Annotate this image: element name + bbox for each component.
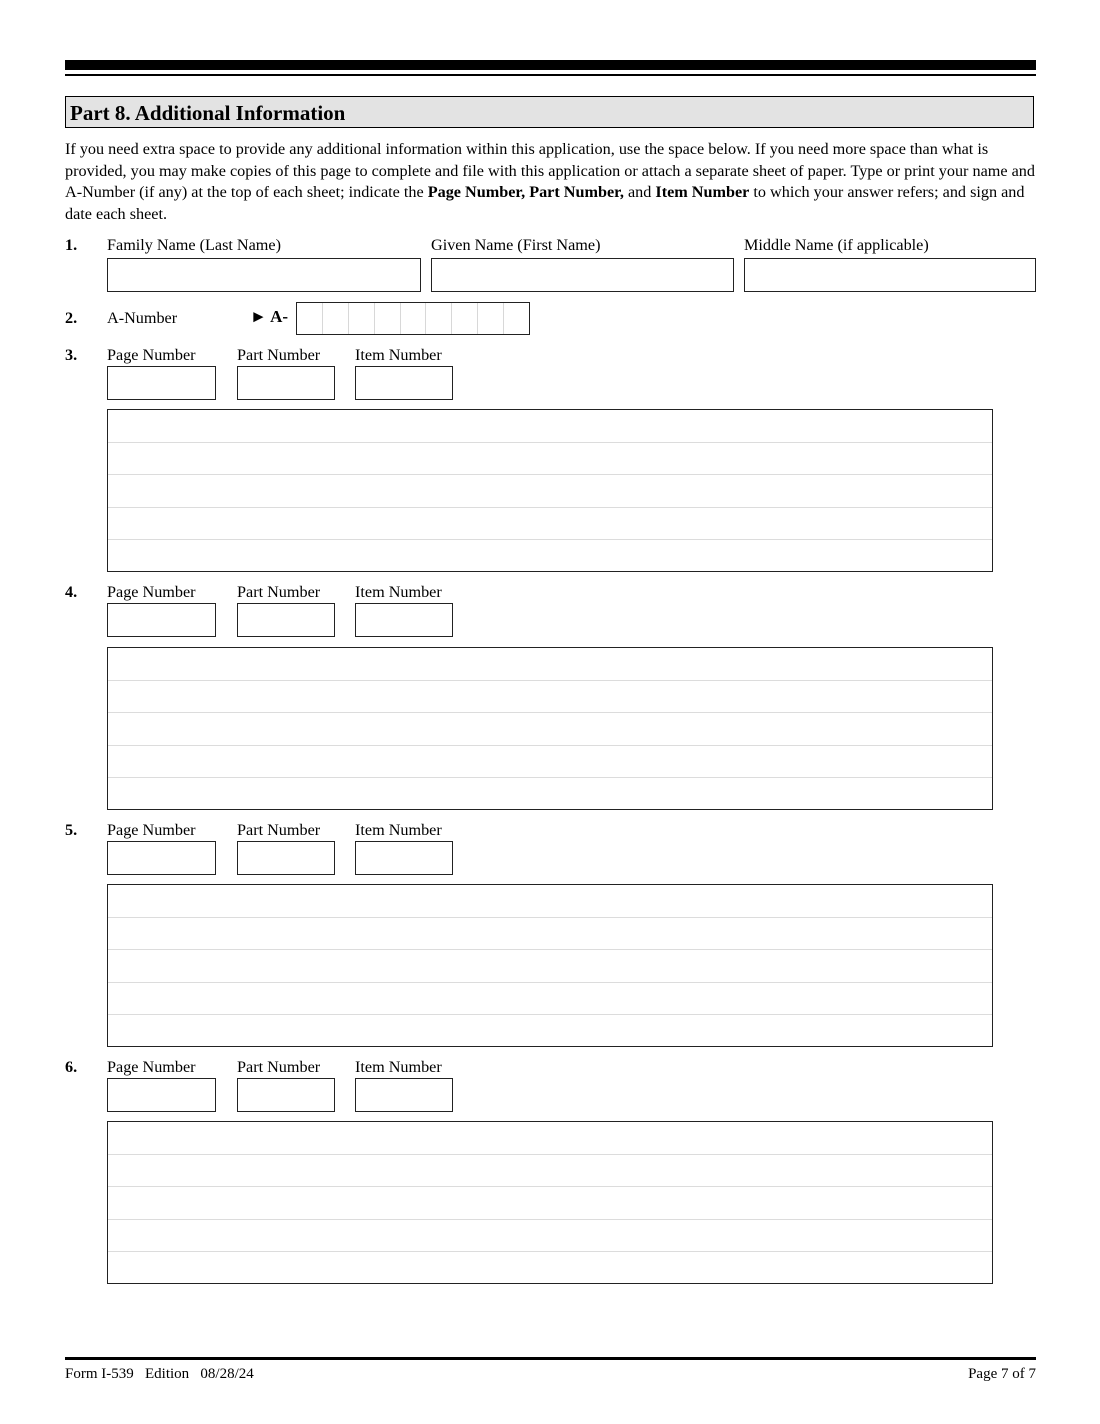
additional-info-textarea[interactable] bbox=[107, 884, 993, 1047]
part-number-label: Part Number bbox=[237, 1058, 321, 1076]
a-number-cell bbox=[504, 303, 529, 334]
item-number-field[interactable] bbox=[355, 603, 453, 637]
part-number-field[interactable] bbox=[237, 1078, 335, 1112]
page-number-field[interactable] bbox=[107, 841, 216, 875]
ruled-line bbox=[108, 1014, 992, 1015]
a-number-prefix: ► A- bbox=[250, 307, 289, 326]
page-number-field[interactable] bbox=[107, 603, 216, 637]
additional-info-textarea[interactable] bbox=[107, 409, 993, 572]
part-number-field[interactable] bbox=[237, 603, 335, 637]
part-number-label: Part Number bbox=[237, 346, 321, 364]
family-name-field[interactable] bbox=[107, 258, 421, 292]
page-number-label: Page Number bbox=[107, 1058, 196, 1076]
additional-info-textarea[interactable] bbox=[107, 1121, 993, 1284]
ruled-line bbox=[108, 474, 992, 475]
a-number-cell bbox=[375, 303, 401, 334]
top-rule-thick bbox=[65, 60, 1036, 70]
given-name-label: Given Name (First Name) bbox=[431, 236, 601, 254]
part-8-header: Part 8. Additional Information bbox=[65, 96, 1034, 128]
family-name-label: Family Name (Last Name) bbox=[107, 236, 281, 254]
item-number-label: Item Number bbox=[355, 583, 442, 601]
part-number-label: Part Number bbox=[237, 821, 321, 839]
ruled-line bbox=[108, 777, 992, 778]
ruled-line bbox=[108, 1251, 992, 1252]
part-number-field[interactable] bbox=[237, 366, 335, 400]
page-number-label: Page Number bbox=[107, 821, 196, 839]
a-number-cell bbox=[297, 303, 323, 334]
footer-rule bbox=[65, 1357, 1036, 1360]
ruled-line bbox=[108, 1219, 992, 1220]
instructions-and: and bbox=[623, 183, 656, 201]
ruled-line bbox=[108, 507, 992, 508]
ruled-line bbox=[108, 917, 992, 918]
item-6-number: 6. bbox=[65, 1058, 78, 1076]
ruled-line bbox=[108, 745, 992, 746]
item-number-label: Item Number bbox=[355, 1058, 442, 1076]
top-rule-thin bbox=[65, 74, 1036, 76]
part-number-field[interactable] bbox=[237, 841, 335, 875]
a-number-cell bbox=[478, 303, 504, 334]
a-number-label: A-Number bbox=[107, 309, 178, 327]
form-edition: Form I-539 Edition 08/28/24 bbox=[65, 1366, 254, 1382]
part-number-label: Part Number bbox=[237, 583, 321, 601]
item-number-label: Item Number bbox=[355, 821, 442, 839]
ruled-line bbox=[108, 1154, 992, 1155]
page-number-label: Page Number bbox=[107, 346, 196, 364]
ruled-line bbox=[108, 1186, 992, 1187]
item-number-field[interactable] bbox=[355, 841, 453, 875]
middle-name-field[interactable] bbox=[744, 258, 1036, 292]
instructions-text-a: If you need extra space to provide any additional information within this application, use the space below. If you need more space than what is provided, you may make copies of this page to complete and file with this application or attach a separate sheet of paper. Type or print your name and A-Number (if any) at the top of each sheet; indicate the bbox=[65, 140, 1035, 201]
a-number-cell bbox=[323, 303, 349, 334]
item-number-label: Item Number bbox=[355, 346, 442, 364]
ruled-line bbox=[108, 442, 992, 443]
item-3-number: 3. bbox=[65, 346, 78, 364]
ruled-line bbox=[108, 539, 992, 540]
item-4-number: 4. bbox=[65, 583, 78, 601]
a-number-field[interactable] bbox=[296, 302, 530, 335]
given-name-field[interactable] bbox=[431, 258, 734, 292]
item-number-field[interactable] bbox=[355, 366, 453, 400]
ruled-line bbox=[108, 680, 992, 681]
page-number-field[interactable] bbox=[107, 366, 216, 400]
middle-name-label: Middle Name (if applicable) bbox=[744, 236, 929, 254]
ruled-line bbox=[108, 982, 992, 983]
instructions-bold-a: Page Number, Part Number, bbox=[427, 183, 624, 201]
a-number-cell bbox=[452, 303, 478, 334]
item-5-number: 5. bbox=[65, 821, 78, 839]
ruled-line bbox=[108, 712, 992, 713]
a-number-cell bbox=[349, 303, 375, 334]
ruled-line bbox=[108, 949, 992, 950]
page-indicator: Page 7 of 7 bbox=[968, 1366, 1036, 1382]
additional-info-textarea[interactable] bbox=[107, 647, 993, 810]
a-number-cell bbox=[426, 303, 452, 334]
a-number-cell bbox=[401, 303, 427, 334]
instructions-paragraph bbox=[65, 139, 1040, 225]
instructions-bold-b: Item Number bbox=[655, 183, 750, 201]
item-2-number: 2. bbox=[65, 309, 78, 327]
page-number-label: Page Number bbox=[107, 583, 196, 601]
item-1-number: 1. bbox=[65, 236, 78, 254]
item-number-field[interactable] bbox=[355, 1078, 453, 1112]
instructions-text-b: to which your answer refers; and sign and date each sheet. bbox=[65, 183, 1025, 223]
page-number-field[interactable] bbox=[107, 1078, 216, 1112]
